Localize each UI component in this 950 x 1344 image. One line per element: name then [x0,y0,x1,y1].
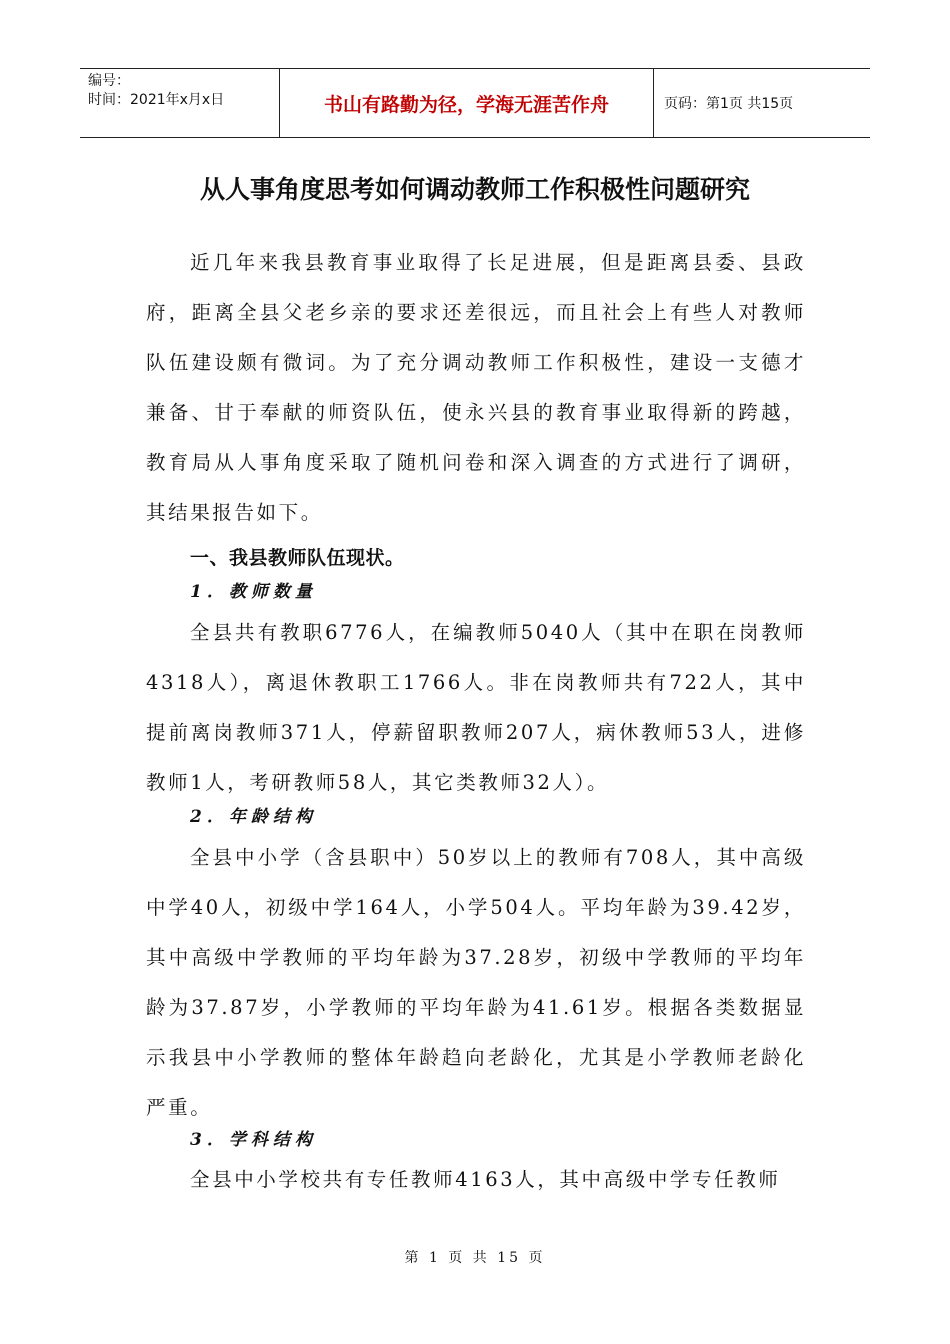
header-motto-cell [280,69,654,137]
paragraph-teacher-count: 全县共有教职6776人，在编教师5040人（其中在职在岗教师4318人），离退休教职工1766人。非在岗教师共有722人，其中提前离岗教师371人，停薪留职教师207人，病休教师53人，进修教师1人，考研教师58人，其它类教师32人）。 [146,621,806,794]
time-label: 时间：2021年x月x日 [88,92,225,108]
sub-heading-teacher-count: 1．教师数量 [190,582,317,602]
intro-paragraph: 近几年来我县教育事业取得了长足进展，但是距离县委、县政府，距离全县父老乡亲的要求还差很远，而且社会上有些人对教师队伍建设颇有微词。为了充分调动教师工作积极性，建设一支德才兼备、甘于奉献的师资队伍，使永兴县的教育事业取得新的跨越，教育局从人事角度采取了随机问卷和深入调查的方式进行了调研，其结果报告如下。 [146,251,806,524]
header-page-cell [654,69,870,137]
page-footer: 第 1 页 共 15 页 [404,1250,546,1266]
document-title: 从人事角度思考如何调动教师工作积极性问题研究 [199,175,750,204]
motto-text: 书山有路勤为径，学海无涯苦作舟 [323,93,609,116]
paragraph-subject-structure: 全县中小学校共有专任教师4163人，其中高级中学专任教师 [190,1168,781,1191]
sub-heading-age-structure: 2．年龄结构 [190,807,317,827]
sub-heading-subject-structure: 3．学科结构 [190,1130,317,1150]
section-heading-current-status: 一、我县教师队伍现状。 [190,547,405,569]
header-meta-cell [80,69,280,137]
paragraph-age-structure: 全县中小学（含县职中）50岁以上的教师有708人，其中高级中学40人，初级中学164人，小学504人。平均年龄为39.42岁，其中高级中学教师的平均年龄为37.28岁，初级中学教师的平均年龄为37.87岁，小学教师的平均年龄为41.61岁。根据各类数据显示我县中小学教师的整体年龄趋向老龄化，尤其是小学教师老龄化严重。 [146,846,806,1119]
page-code-label: 页码：第1页 共15页 [664,96,794,112]
document-header-table [80,68,870,138]
number-label: 编号： [88,73,130,89]
